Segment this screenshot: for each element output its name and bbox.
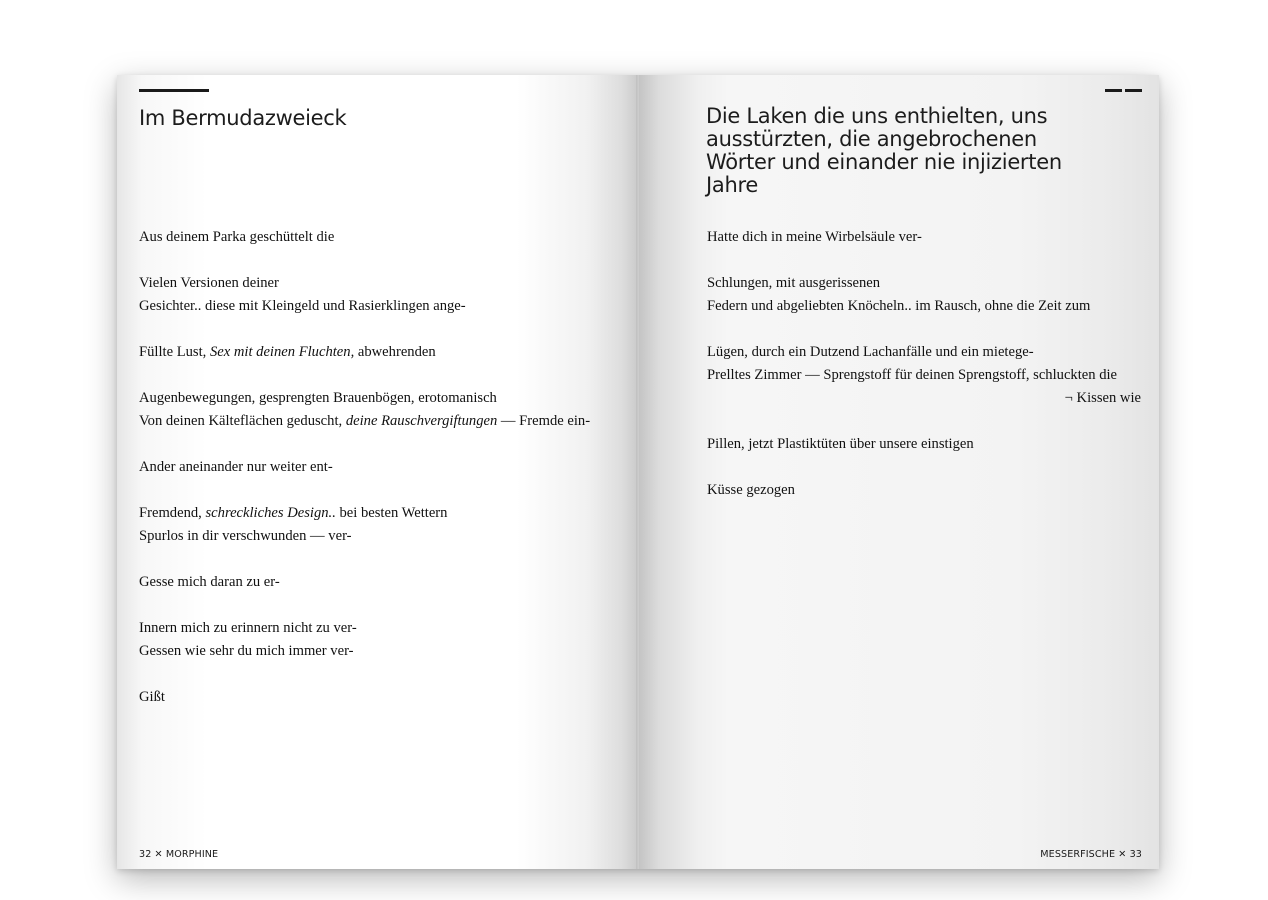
poem-line: Augenbewegungen, gesprengten Brauenbögen, erotomanisch [139,390,497,406]
section-marker-bar [1125,89,1142,92]
stanza-break [139,364,609,387]
poem-line: Gesichter.. diese mit Kleingeld und Rasierklingen ange- [139,298,466,314]
left-poem-body [139,226,609,709]
poem-line [139,410,609,433]
poem-line-emphasis: Sex mit deinen Fluchten, [209,344,355,360]
stanza-break [139,433,609,456]
poem-line-text: bei besten Wettern [335,505,448,521]
poem-line-text: abwehrenden [354,344,436,360]
poem-line: Lügen, durch ein Dutzend Lachanfälle und ein mietege- [707,344,1034,360]
poem-line [139,341,609,364]
poem-line: Vielen Versionen deiner [139,275,279,291]
poem-line: Gißt [139,689,165,705]
poem-line: ¬ Kissen wie [1064,390,1141,406]
right-page-title: Die Laken die uns enthielten, uns ausstürzten, die angebrochenen Wörter und einander nie injizierten Jahre [706,104,1062,197]
stanza-break [139,249,609,272]
stanza-break [139,318,609,341]
poem-line-text: Von deinen Kälteflächen geduscht, [139,413,346,429]
poem-line: Gessen wie sehr du mich immer ver- [139,643,354,659]
poem-line-text: Füllte Lust, [139,344,210,360]
poem-line: Pillen, jetzt Plastiktüten über unsere einstigen [707,436,974,452]
left-page [117,75,639,869]
stanza-break [707,249,1141,272]
section-marker-bar [1105,89,1122,92]
left-page-folio: 32 ✕ MORPHINE [139,849,219,860]
poem-line: Hatte dich in meine Wirbelsäule ver- [707,229,922,245]
stanza-break [139,548,609,571]
poem-line: Federn und abgeliebten Knöcheln.. im Rausch, ohne die Zeit zum [707,298,1091,314]
poem-line: Küsse gezogen [707,482,795,498]
stanza-break [707,318,1141,341]
right-page [639,75,1159,869]
stanza-break [707,456,1141,479]
stanza-break [707,410,1141,433]
poem-line-text: Fremdend, [139,505,206,521]
poem-line: Innern mich zu erinnern nicht zu ver- [139,620,357,636]
poem-line [139,502,609,525]
poem-line: Ander aneinander nur weiter ent- [139,459,333,475]
poem-line-emphasis: schreckliches Design.. [205,505,336,521]
stanza-break [139,663,609,686]
poem-line: Gesse mich daran zu er- [139,574,280,590]
poem-line: Schlungen, mit ausgerissenen [707,275,881,291]
section-marker-bar [139,89,209,92]
right-poem-body [707,226,1141,502]
poem-line: Spurlos in dir verschwunden — ver- [139,528,352,544]
left-page-title: Im Bermudazweieck [139,106,347,130]
stanza-break [139,479,609,502]
poem-line: Aus deinem Parka geschüttelt die [139,229,335,245]
stanza-break [139,594,609,617]
right-page-folio: MESSERFISCHE ✕ 33 [1040,849,1142,860]
poem-line: Prelltes Zimmer — Sprengstoff für deinen Sprengstoff, schluckten die [707,367,1118,383]
magazine-spread [117,75,1159,869]
poem-line-text: — Fremde ein- [497,413,591,429]
poem-line-emphasis: deine Rauschvergiftungen [345,413,498,429]
